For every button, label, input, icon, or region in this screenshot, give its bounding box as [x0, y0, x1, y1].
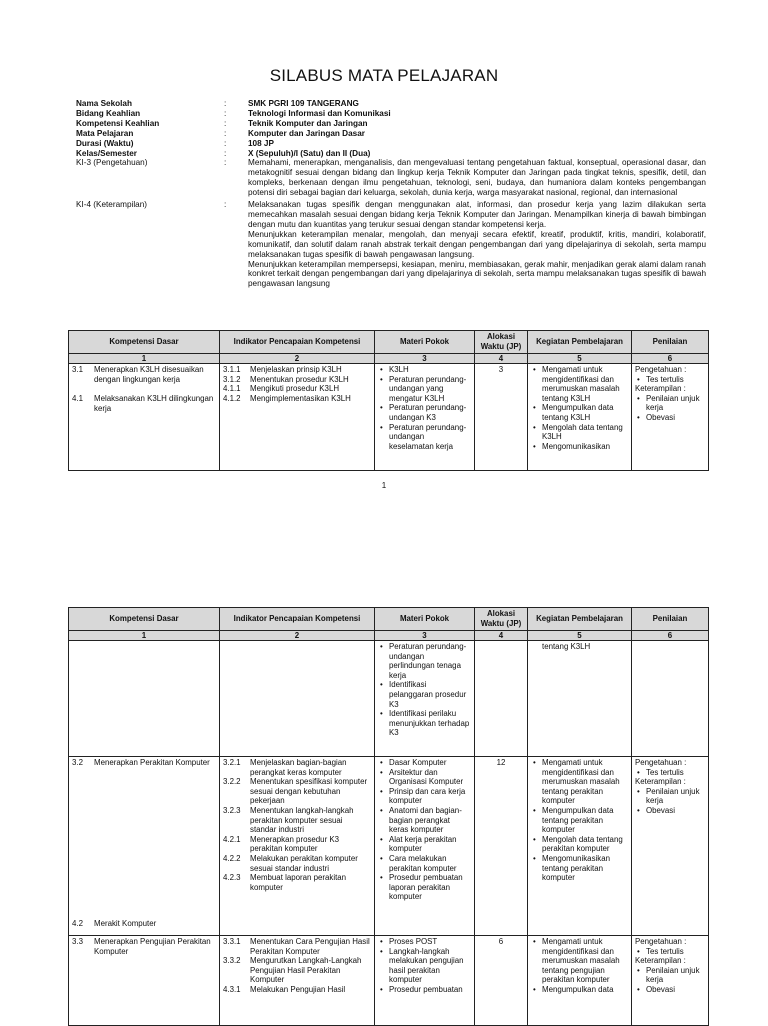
- ipk-item: [223, 956, 371, 985]
- table-header-row: [69, 331, 709, 354]
- ipk-item: [223, 777, 371, 806]
- ipk-cell: [220, 641, 375, 757]
- column-number: 6: [632, 631, 709, 641]
- column-number: 2: [220, 631, 375, 641]
- ipk-number: 4.2.3: [223, 873, 241, 883]
- kegiatan-item: • Mengamati untuk mengidentifikasi dan merumuskan masalah tentang perakitan komputer: [542, 758, 628, 806]
- info-value: X (Sepuluh)/I (Satu) dan II (Dua): [248, 148, 371, 158]
- column-number: 3: [375, 354, 475, 364]
- materi-item: • Peraturan perundang-undangan yang mengatur K3LH: [389, 375, 471, 404]
- kd-text: Merakit Komputer: [94, 919, 157, 929]
- ki4-text: [248, 200, 706, 289]
- materi-cell: [375, 364, 475, 471]
- kd-item: [72, 365, 216, 384]
- kd-number: 3.3: [72, 937, 83, 946]
- ipk-text: Mengimplementasikan K3LH: [250, 393, 351, 403]
- column-header: Kegiatan Pembelajaran: [528, 608, 632, 631]
- penilaian-heading: Pengetahuan :: [635, 937, 687, 946]
- info-label: Kompetensi Keahlian: [76, 118, 160, 128]
- info-colon: :: [224, 118, 227, 128]
- ipk-number: 3.1.1: [223, 365, 241, 374]
- info-row-ki3: [76, 158, 706, 198]
- info-colon: :: [224, 148, 227, 158]
- kegiatan-item: • Mengumpulkan data: [542, 985, 628, 995]
- kegiatan-continuation: tentang K3LH: [542, 642, 591, 651]
- info-label: Durasi (Waktu): [76, 138, 134, 148]
- materi-item: • Peraturan perundang-undangan K3: [389, 403, 471, 422]
- info-row-kompetensi: [76, 119, 706, 129]
- kd-number: 3.1: [72, 365, 83, 374]
- kd-cell: [69, 936, 220, 1026]
- column-number: 6: [632, 354, 709, 364]
- kd-cell: [69, 757, 220, 936]
- kegiatan-item: • Mengumpulkan data tentang K3LH: [542, 403, 628, 422]
- ki4-paragraph: Melaksanakan tugas spesifik dengan menggunakan alat, informasi, dan prosedur kerja yang lazim dilakukan serta memecahkan masalah sesuai dengan bidang kerja Teknik Komputer dan Jaringan. Menampilkan kinerja di bawah bimbingan dengan mutu dan kuantitas yang terukur sesuai dengan standar kompetensi kerja.: [248, 200, 706, 229]
- ipk-item: [223, 854, 371, 873]
- info-row-ki4: [76, 200, 706, 289]
- ipk-text: Menerapkan prosedur K3 perakitan komputer: [250, 834, 340, 854]
- ipk-text: Membuat laporan perakitan komputer: [250, 873, 347, 892]
- ipk-item: [223, 375, 371, 385]
- penilaian-heading: Pengetahuan :: [635, 758, 687, 767]
- materi-cell: [375, 936, 475, 1026]
- materi-item: • Identifikasi perilaku menunjukkan terhadap K3: [389, 709, 471, 738]
- materi-item: • Alat kerja perakitan komputer: [389, 835, 471, 854]
- info-colon: :: [224, 138, 227, 148]
- info-label: KI-3 (Pengetahuan): [76, 158, 148, 168]
- info-value: Komputer dan Jaringan Dasar: [248, 128, 365, 138]
- ipk-text: Melakukan perakitan komputer sesuai standar industri: [250, 853, 358, 873]
- ipk-item: [223, 873, 371, 892]
- kd-text: Menerapkan K3LH disesuaikan dengan lingkungan kerja: [94, 365, 204, 384]
- info-label: Mata Pelajaran: [76, 128, 134, 138]
- ipk-text: Menjelaskan bagian-bagian perangkat keras komputer: [250, 758, 347, 777]
- alokasi-cell: 12: [475, 757, 528, 936]
- kegiatan-cell: [528, 364, 632, 471]
- penilaian-item: • Tes tertulis: [646, 947, 705, 957]
- document-title: SILABUS MATA PELAJARAN: [269, 66, 499, 85]
- penilaian-item: • Penilaian unjuk kerja: [646, 787, 705, 806]
- info-colon: :: [224, 158, 227, 168]
- materi-item: • Proses POST: [389, 937, 471, 947]
- info-row-sekolah: [76, 99, 706, 109]
- penilaian-item: • Penilaian unjuk kerja: [646, 394, 705, 413]
- materi-item: • Dasar Komputer: [389, 758, 471, 768]
- kegiatan-item: • Mengomunikasikan tentang perakitan komputer: [542, 854, 628, 883]
- ki4-paragraph: Menunjukkan keterampilan menalar, mengolah, dan menyaji secara efektif, kreatif, produktif, kritis, mandiri, kolaboratif, komunikatif, dan solutif dalam ranah abstrak terkait dengan pengembangan dari yang dipelajarinya di sekolah, serta mampu melaksanakan tugas spesifik di bawah pengawasan langsung.: [248, 229, 706, 259]
- table-row: [69, 757, 709, 936]
- info-colon: :: [224, 200, 227, 210]
- column-header: Indikator Pencapaian Kompetensi: [220, 608, 375, 631]
- materi-item: • Prosedur pembuatan: [389, 985, 471, 995]
- column-header: Kegiatan Pembelajaran: [528, 331, 632, 354]
- materi-item: • Peraturan perundang-undangan keselamatan kerja: [389, 423, 471, 452]
- kegiatan-item: • Mengomunikasikan: [542, 442, 628, 452]
- kegiatan-cell: [528, 757, 632, 936]
- column-number: 1: [69, 354, 220, 364]
- table-row: [69, 364, 709, 471]
- penilaian-item: • Obevasi: [646, 985, 705, 995]
- kegiatan-cell: [528, 641, 632, 757]
- info-row-bidang: [76, 109, 706, 119]
- ki3-text: Memahami, menerapkan, menganalisis, dan mengevaluasi tentang pengetahuan faktual, konseptual, operasional dasar, dan metakognitif sesuai dengan bidang dan lingkup kerja Teknik Komputer dan Jaringan pada tingkat teknis, spesifik, detil, dan kompleks, berkenaan dengan ilmu pengetahuan, teknologi, seni, budaya, dan humaniora dalam konteks pengembangan potensi diri sebagai bagian dari keluarga, sekolah, dunia kerja, warga masyarakat nasional, regional, dan internasional: [248, 158, 706, 198]
- penilaian-heading: Keterampilan :: [635, 384, 686, 394]
- info-row-durasi: [76, 139, 706, 149]
- table-header-row: [69, 608, 709, 631]
- page-number: 1: [381, 481, 387, 490]
- ipk-cell: [220, 757, 375, 936]
- ipk-item: [223, 806, 371, 835]
- penilaian-cell: [632, 364, 709, 471]
- ipk-item: [223, 758, 371, 777]
- materi-item: • Anatomi dan bagian-bagian perangkat keras komputer: [389, 806, 471, 835]
- materi-cell: [375, 641, 475, 757]
- ipk-number: 4.2.1: [223, 834, 241, 844]
- penilaian-heading: Keterampilan :: [635, 956, 686, 966]
- column-number: 4: [475, 354, 528, 364]
- materi-item: • Langkah-langkah melakukan pengujian hasil perakitan komputer: [389, 947, 471, 985]
- column-number-row: [69, 631, 709, 641]
- ipk-cell: [220, 936, 375, 1026]
- kd-number: 3.2: [72, 758, 83, 767]
- ipk-number: 4.2.2: [223, 853, 241, 863]
- info-value: SMK PGRI 109 TANGERANG: [248, 99, 359, 108]
- kd-item: [72, 919, 156, 929]
- ipk-item: [223, 394, 371, 404]
- penilaian-item: • Tes tertulis: [646, 375, 705, 385]
- ipk-text: Menentukan spesifikasi komputer sesuai dengan kebutuhan pekerjaan: [250, 777, 368, 806]
- penilaian-cell: [632, 641, 709, 757]
- info-row-mapel: [76, 129, 706, 139]
- column-header: Alokasi Waktu (JP): [475, 331, 528, 354]
- penilaian-item: • Tes tertulis: [646, 768, 705, 778]
- kegiatan-item: • Mengumpulkan data tentang perakitan komputer: [542, 806, 628, 835]
- penilaian-heading: Pengetahuan :: [635, 365, 687, 374]
- info-colon: :: [224, 99, 227, 108]
- ipk-item: [223, 384, 371, 394]
- kd-item: [72, 394, 216, 413]
- column-header: Penilaian: [632, 608, 709, 631]
- kd-text: Menerapkan Perakitan Komputer: [94, 758, 210, 767]
- column-number: 5: [528, 631, 632, 641]
- column-header: Kompetensi Dasar: [69, 608, 220, 631]
- materi-item: • K3LH: [389, 365, 471, 375]
- ipk-number: 3.3.2: [223, 956, 241, 966]
- ipk-item: [223, 985, 371, 995]
- kd-text: Menerapkan Pengujian Perakitan Komputer: [94, 937, 211, 956]
- info-value: Teknologi Informasi dan Komunikasi: [248, 108, 391, 118]
- info-label: Bidang Keahlian: [76, 108, 141, 118]
- column-header: Kompetensi Dasar: [69, 331, 220, 354]
- kd-item: [72, 758, 216, 768]
- kegiatan-item: • Mengolah data tentang K3LH: [542, 423, 628, 442]
- ipk-item: [223, 365, 371, 375]
- ipk-item: [223, 835, 371, 854]
- info-label: KI-4 (Keterampilan): [76, 200, 147, 210]
- info-label: Kelas/Semester: [76, 148, 137, 158]
- materi-item: • Identifikasi pelanggaran prosedur K3: [389, 680, 471, 709]
- info-colon: :: [224, 108, 227, 118]
- column-header: Materi Pokok: [375, 331, 475, 354]
- kd-number: 4.2: [72, 919, 83, 929]
- ipk-text: Menentukan langkah-langkah perakitan komputer sesuai standar industri: [250, 805, 354, 835]
- ipk-number: 3.3.1: [223, 937, 241, 946]
- ipk-number: 4.1.1: [223, 384, 241, 394]
- ipk-number: 3.1.2: [223, 374, 241, 384]
- kegiatan-cell: [528, 936, 632, 1026]
- table-row: [69, 641, 709, 757]
- kegiatan-item: • Mengamati untuk mengidentifikasi dan merumuskan masalah tentang K3LH: [542, 365, 628, 403]
- syllabus-table-page2: [68, 607, 709, 1026]
- materi-item: • Prinsip dan cara kerja komputer: [389, 787, 471, 806]
- kd-text: Melaksanakan K3LH dilingkungan kerja: [94, 394, 214, 413]
- kegiatan-item: • Mengamati untuk mengidentifikasi dan merumuskan masalah tentang pengujian perakitan komputer: [542, 937, 628, 985]
- materi-item: • Arsitektur dan Organisasi Komputer: [389, 768, 471, 787]
- ipk-number: 3.2.1: [223, 758, 241, 767]
- alokasi-cell: 3: [475, 364, 528, 471]
- kd-cell: [69, 641, 220, 757]
- ipk-text: Mengikuti prosedur K3LH: [250, 384, 340, 394]
- column-header: Alokasi Waktu (JP): [475, 608, 528, 631]
- column-number: 4: [475, 631, 528, 641]
- materi-cell: [375, 757, 475, 936]
- table-row: [69, 936, 709, 1026]
- kegiatan-item: • Mengolah data tentang perakitan komputer: [542, 835, 628, 854]
- ipk-text: Menentukan Cara Pengujian Hasil Perakitan Komputer: [250, 937, 370, 956]
- penilaian-item: • Penilaian unjuk kerja: [646, 966, 705, 985]
- info-value: 108 JP: [248, 138, 274, 148]
- ipk-item: [223, 937, 371, 956]
- kd-number: 4.1: [72, 394, 83, 404]
- penilaian-heading: Keterampilan :: [635, 777, 686, 787]
- syllabus-table-page1: [68, 330, 709, 471]
- ipk-number: 4.3.1: [223, 984, 241, 994]
- ipk-number: 4.1.2: [223, 393, 241, 403]
- ipk-number: 3.2.3: [223, 805, 241, 815]
- penilaian-cell: [632, 757, 709, 936]
- materi-item: • Cara melakukan perakitan komputer: [389, 854, 471, 873]
- ipk-cell: [220, 364, 375, 471]
- column-number-row: [69, 354, 709, 364]
- school-info: [76, 99, 706, 289]
- kd-cell: [69, 364, 220, 471]
- column-number: 2: [220, 354, 375, 364]
- column-number: 1: [69, 631, 220, 641]
- materi-item: • Peraturan perundang-undangan perlindungan tenaga kerja: [389, 642, 471, 680]
- alokasi-cell: [475, 641, 528, 757]
- ipk-text: Mengurutkan Langkah-Langkah Pengujian Hasil Perakitan Komputer: [250, 956, 362, 985]
- info-label: Nama Sekolah: [76, 99, 132, 108]
- penilaian-cell: [632, 936, 709, 1026]
- materi-item: • Prosedur pembuatan laporan perakitan komputer: [389, 873, 471, 902]
- info-row-kelas: [76, 149, 706, 159]
- ipk-text: Melakukan Pengujian Hasil: [250, 984, 346, 994]
- ki4-paragraph: Menunjukkan keterampilan mempersepsi, kesiapan, meniru, membiasakan, gerak mahir, menjadikan gerak alami dalam ranah konkret terkait dengan pengembangan dari yang dipelajarinya di sekolah, serta mampu melaksanakan tugas spesifik di bawah pengawasan langsung: [248, 259, 706, 289]
- column-number: 5: [528, 354, 632, 364]
- penilaian-item: • Obevasi: [646, 413, 705, 423]
- alokasi-cell: 6: [475, 936, 528, 1026]
- info-colon: :: [224, 128, 227, 138]
- ipk-text: Menentukan prosedur K3LH: [250, 374, 349, 384]
- column-header: Penilaian: [632, 331, 709, 354]
- info-value: Teknik Komputer dan Jaringan: [248, 118, 368, 128]
- column-header: Materi Pokok: [375, 608, 475, 631]
- ipk-text: Menjelaskan prinsip K3LH: [250, 365, 342, 374]
- penilaian-item: • Obevasi: [646, 806, 705, 816]
- kd-item: [72, 937, 216, 956]
- column-header: Indikator Pencapaian Kompetensi: [220, 331, 375, 354]
- column-number: 3: [375, 631, 475, 641]
- ipk-number: 3.2.2: [223, 777, 241, 787]
